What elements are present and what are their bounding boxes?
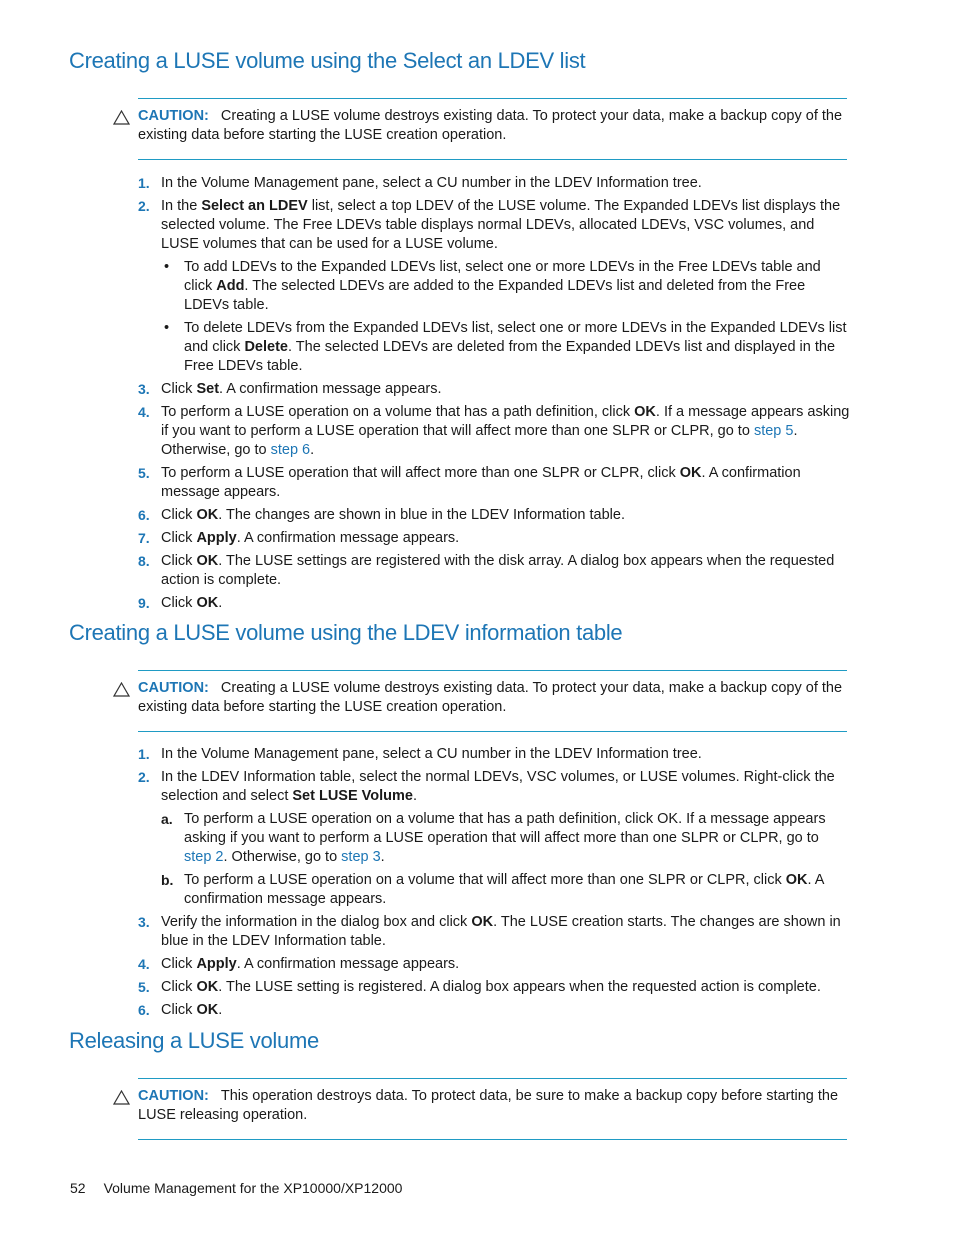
step-link[interactable]: step 5 [753,423,794,439]
step-number: 3. [138,381,150,397]
sub-item [161,810,850,867]
step-text: Click Apply. A confirmation message appears. [161,956,460,972]
step-text: Click OK. [161,595,223,611]
step-item [138,768,850,909]
step-number: 4. [138,404,150,420]
section-title-releasing-luse: Releasing a LUSE volume [69,1028,319,1053]
step-text: Click Set. A confirmation message appears. [161,381,442,397]
step-text: Click OK. The changes are shown in blue in the LDEV Information table. [161,507,625,523]
procedure-steps [138,745,850,1024]
sub-list [161,258,850,376]
step-text: To perform a LUSE operation on a volume that has a path definition, click OK. If a message appears asking if you want to perform a LUSE operation that will affect more than one SLPR or CLPR, go to step 5. Otherwise, go to step 6. [161,404,850,458]
step-number: 4. [138,956,150,972]
sub-text: To add LDEVs to the Expanded LDEVs list, select one or more LDEVs in the Free LDEVs table and click Add. The selected LDEVs are added to the Expanded LDEVs list and deleted from the Free LDEVs table. [184,259,821,313]
step-item [138,978,850,997]
caution-label: CAUTION: [138,1088,209,1104]
step-item [138,174,850,193]
step-number: 5. [138,465,150,481]
step-text: In the LDEV Information table, select the normal LDEVs, VSC volumes, or LUSE volumes. Right-click the selection and select Set LUSE Volume. [161,769,835,804]
sub-text: To delete LDEVs from the Expanded LDEVs list, select one or more LDEVs in the Expanded LDEVs list and click Delete. The selected LDEVs are deleted from the Expanded LDEVs list and displayed in the Free LDEVs table. [184,320,847,374]
warning-triangle-icon [113,1090,130,1105]
step-item [138,529,850,548]
document-title: Volume Management for the XP10000/XP12000 [103,1180,403,1196]
sub-item [161,258,850,315]
step-text: Click Apply. A confirmation message appears. [161,530,460,546]
step-item [138,1001,850,1020]
sub-text: To perform a LUSE operation on a volume that will affect more than one SLPR or CLPR, click OK. A confirmation message appears. [184,872,824,907]
step-item [138,506,850,525]
step-item [138,403,850,460]
sub-text: To perform a LUSE operation on a volume that has a path definition, click OK. If a message appears asking if you want to perform a LUSE operation that will affect more than one SLPR or CLPR, go to step 2. Otherwise, go to step 3. [184,811,826,865]
step-number: 9. [138,595,150,611]
step-text: In the Select an LDEV list, select a top LDEV of the LUSE volume. The Expanded LDEVs list displays the selected volume. The Free LDEVs table displays normal LDEVs, allocated LDEVs, VSC volumes, and LUSE volumes that can be used for a LUSE volume. [161,198,841,252]
step-item [138,955,850,974]
step-text: In the Volume Management pane, select a CU number in the LDEV Information tree. [161,746,702,762]
step-number: 6. [138,1002,150,1018]
bullet-icon: • [164,259,170,275]
step-number: 2. [138,769,150,785]
step-number: 2. [138,198,150,214]
section-title-select-ldev-list: Creating a LUSE volume using the Select an LDEV list [69,48,586,73]
step-text: Click OK. [161,1002,223,1018]
step-number: 6. [138,507,150,523]
caution-message: Creating a LUSE volume destroys existing data. To protect your data, make a backup copy of the existing data before starting the LUSE creation operation. [138,680,843,715]
page-number: 52 [70,1180,86,1196]
step-number: 7. [138,530,150,546]
step-item [138,380,850,399]
step-number: 1. [138,746,150,762]
step-link[interactable]: step 2 [184,849,224,865]
step-number: 1. [138,175,150,191]
step-link[interactable]: step 6 [270,442,311,458]
step-text: Verify the information in the dialog box and click OK. The LUSE creation starts. The changes are shown in blue in the LDEV Information table. [161,914,841,949]
step-text: In the Volume Management pane, select a CU number in the LDEV Information tree. [161,175,702,191]
step-text: To perform a LUSE operation that will affect more than one SLPR or CLPR, click OK. A confirmation message appears. [161,465,801,500]
sub-letter: b. [161,872,174,888]
step-item [138,913,850,951]
sub-item [161,871,850,909]
page-footer [70,1180,402,1196]
step-item [138,552,850,590]
warning-triangle-icon [113,110,130,125]
caution-box [138,670,847,732]
step-number: 8. [138,553,150,569]
caution-label: CAUTION: [138,680,209,696]
sub-item [161,319,850,376]
caution-box [138,98,847,160]
step-number: 3. [138,914,150,930]
caution-message: This operation destroys data. To protect data, be sure to make a backup copy before starting the LUSE releasing operation. [138,1088,839,1123]
bullet-icon: • [164,320,170,336]
caution-text [138,679,847,717]
sub-letter: a. [161,811,173,827]
step-item [138,464,850,502]
sub-list [161,810,850,909]
section-title-ldev-information-table: Creating a LUSE volume using the LDEV information table [69,620,623,645]
step-text: Click OK. The LUSE settings are registered with the disk array. A dialog box appears when the requested action is complete. [161,553,835,588]
step-item [138,745,850,764]
caution-label: CAUTION: [138,108,209,124]
caution-text [138,1087,847,1125]
caution-message: Creating a LUSE volume destroys existing data. To protect your data, make a backup copy of the existing data before starting the LUSE creation operation. [138,108,843,143]
step-text: Click OK. The LUSE setting is registered. A dialog box appears when the requested action is complete. [161,979,821,995]
step-item [138,594,850,613]
procedure-steps [138,174,850,617]
warning-triangle-icon [113,682,130,697]
step-link[interactable]: step 3 [341,849,381,865]
caution-box [138,1078,847,1140]
step-number: 5. [138,979,150,995]
step-item [138,197,850,376]
caution-text [138,107,847,145]
